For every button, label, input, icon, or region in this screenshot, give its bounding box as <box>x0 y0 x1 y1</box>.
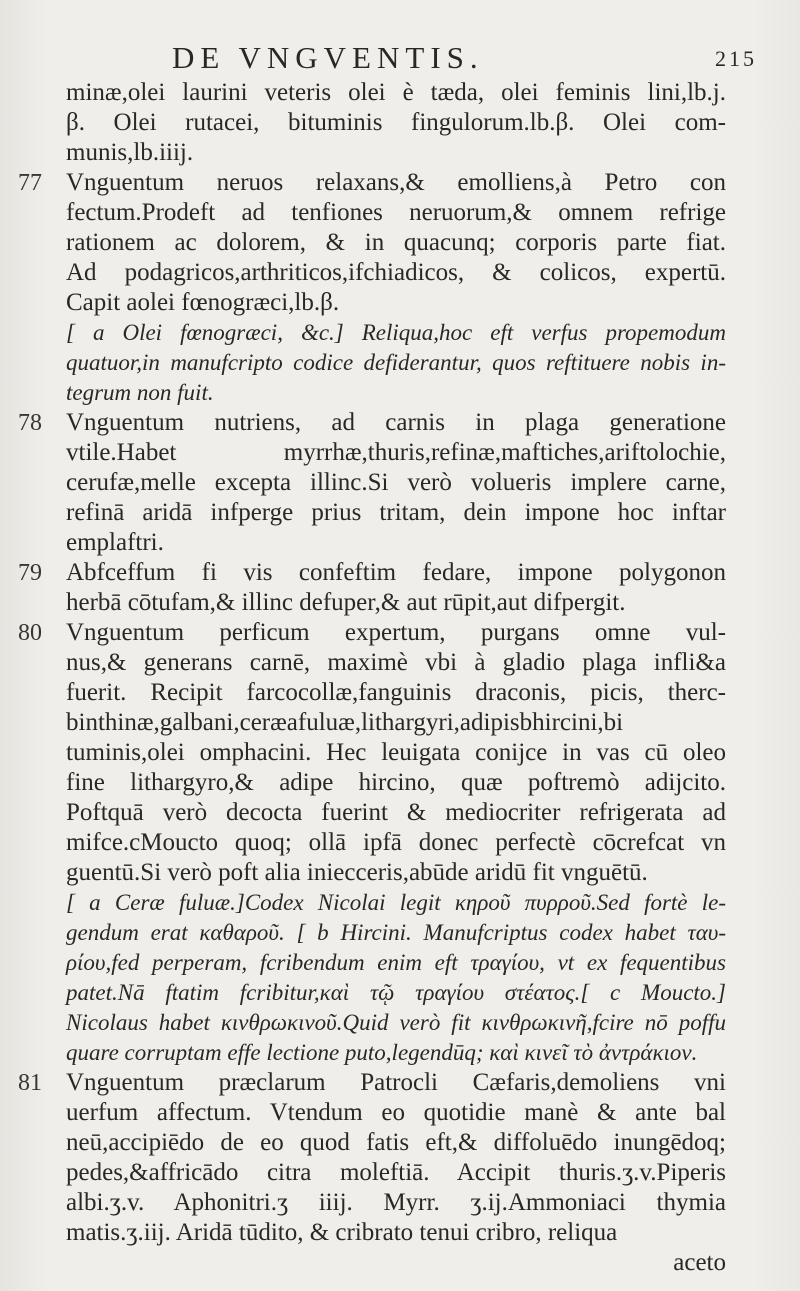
margin-number: 79 <box>18 560 42 586</box>
line-text: Nicolaus habet κινθρωκινοῦ.Quid verò fit κινθρωκινῆ,fcire nō poffu <box>66 1010 726 1035</box>
text-line <box>66 588 726 618</box>
line-text: tuminis,olei omphacini. Hec leuigata conijce in vas cū oleo <box>66 739 726 766</box>
line-text: Vnguentum nutriens, ad carnis in plaga generatione <box>66 409 726 436</box>
line-text: minæ,olei laurini veteris olei è tæda, olei feminis lini,lb.j. <box>66 79 726 106</box>
line-text: emplaftri. <box>66 529 164 556</box>
margin-number: 78 <box>18 410 42 436</box>
text-line <box>66 1128 726 1158</box>
text-line <box>66 768 726 798</box>
line-text: Vnguentum perficum expertum, purgans omne vul- <box>66 619 726 646</box>
running-title: DE VNGVENTIS. <box>172 40 484 75</box>
margin-number: 80 <box>18 620 42 646</box>
text-line <box>66 198 726 228</box>
line-text: fectum.Prodeft ad tenfiones neruorum,& omnem refrige <box>66 199 726 226</box>
line-text: vtile.Habet myrrhæ,thuris,refinæ,maftiches,ariftolochie, <box>66 439 726 466</box>
text-line <box>66 948 726 978</box>
line-text: Ad podagricos,arthriticos,ifchiadicos, & colicos, expertū. <box>66 259 726 286</box>
text-line <box>66 108 726 138</box>
margin-number: 81 <box>18 1070 42 1096</box>
text-line <box>66 978 726 1008</box>
text-line <box>66 708 726 738</box>
line-text: aceto <box>673 1249 726 1276</box>
line-text: ρίου,fed perperam, fcribendum enim eft τραγίου, vt ex fequentibus <box>66 950 726 975</box>
line-text: cerufæ,melle excepta illinc.Si verò volueris implere carne, <box>66 469 726 496</box>
text-line <box>66 438 726 468</box>
text-line <box>66 348 726 378</box>
line-text: quare corruptam effe lectione puto,legendūq; καὶ κινεῖ τὸ ἀντράκιον. <box>66 1040 698 1065</box>
text-line <box>66 138 726 168</box>
line-text: neū,accipiēdo de eo quod fatis eft,& diffoluēdo inungēdoq; <box>66 1129 726 1156</box>
line-text: β. Olei rutacei, bituminis fingulorum.lb.β. Olei com- <box>66 109 726 136</box>
text-line <box>66 1008 726 1038</box>
text-line <box>66 798 726 828</box>
line-text: guentū.Si verò poft alia iniecceris,abūde aridū fit vnguētū. <box>66 859 648 886</box>
line-text: pedes,&affricādo citra moleftiā. Accipit thuris.ʒ.v.Piperis <box>66 1159 726 1186</box>
text-line <box>18 558 726 588</box>
text-line <box>66 78 726 108</box>
text-line <box>66 228 726 258</box>
line-text: matis.ʒ.iij. Aridā tūdito, & cribrato tenui cribro, reliqua <box>66 1219 618 1246</box>
line-text: uerfum affectum. Vtendum eo quotidie manè & ante bal <box>66 1099 726 1126</box>
line-text: tegrum non fuit. <box>66 380 214 405</box>
line-text: gendum erat καθαροῦ. [ b Hircini. Manufcriptus codex habet ταυ- <box>66 920 726 945</box>
line-text: binthinæ,galbani,ceræafuluæ,lithargyri,adipisbhircini,bi <box>66 709 624 736</box>
line-text: fuerit. Recipit farcocollæ,fanguinis draconis, picis, therc- <box>66 679 726 706</box>
running-header <box>0 40 800 76</box>
text-line <box>66 1158 726 1188</box>
text-line <box>66 678 726 708</box>
line-text: quatuor,in manufcripto codice defiderantur, quos reftituere nobis in- <box>66 350 726 375</box>
text-line <box>66 468 726 498</box>
text-line <box>18 168 726 198</box>
text-line <box>66 858 726 888</box>
text-line <box>66 498 726 528</box>
text-line <box>66 528 726 558</box>
text-line <box>66 1188 726 1218</box>
line-text: Vnguentum præclarum Patrocli Cæfaris,demoliens vni <box>66 1069 726 1096</box>
line-text: Abfceffum fi vis confeftim fedare, impone polygonon <box>66 559 726 586</box>
text-line <box>18 408 726 438</box>
line-text: Vnguentum neruos relaxans,& emolliens,à Petro con <box>66 169 726 196</box>
line-text: fine lithargyro,& adipe hircino, quæ poftremò adijcito. <box>66 769 726 796</box>
text-line <box>66 1038 726 1068</box>
line-text: Capit aolei fœnogræci,lb.β. <box>66 289 340 316</box>
line-text: patet.Nā ftatim fcribitur,καὶ τῷ τραγίου στέατος.[ c Moucto.] <box>66 980 726 1005</box>
text-line <box>66 918 726 948</box>
text-line <box>66 1098 726 1128</box>
line-text: [ a Olei fœnogræci, &c.] Reliqua,hoc eft verfus propemodum <box>66 320 726 345</box>
text-line <box>66 1218 726 1248</box>
line-text: refinā aridā infperge prius tritam, dein impone hoc inftar <box>66 499 726 526</box>
line-text: mifce.cMoucto quoq; ollā ipfā donec perfectè cōcrefcat vn <box>66 829 726 856</box>
line-text: albi.ʒ.v. Aphonitri.ʒ iiij. Myrr. ʒ.ij.Ammoniaci thymia <box>66 1189 726 1216</box>
line-text: Poftquā verò decocta fuerint & mediocriter refrigerata ad <box>66 799 726 826</box>
page-number: 215 <box>715 46 757 71</box>
line-text: munis,lb.iiij. <box>66 139 194 166</box>
line-text: herbā cōtufam,& illinc defuper,& aut rūpit,aut difpergit. <box>66 589 626 616</box>
text-line <box>66 288 726 318</box>
text-line <box>66 828 726 858</box>
margin-number: 77 <box>18 170 42 196</box>
text-line <box>18 618 726 648</box>
body-text <box>18 78 726 1278</box>
text-line <box>66 888 726 918</box>
line-text: [ a Ceræ fuluæ.]Codex Nicolai legit κηροῦ πυρροῦ.Sed fortè le- <box>66 890 726 915</box>
text-line <box>66 648 726 678</box>
text-line <box>66 378 726 408</box>
text-line <box>66 738 726 768</box>
text-line <box>66 318 726 348</box>
line-text: nus,& generans carnē, maximè vbi à gladio plaga infli&a <box>66 649 726 676</box>
line-text: rationem ac dolorem, & in quacunq; corporis parte fiat. <box>66 229 726 256</box>
text-line <box>18 1068 726 1098</box>
text-line <box>66 1248 726 1278</box>
text-line <box>66 258 726 288</box>
